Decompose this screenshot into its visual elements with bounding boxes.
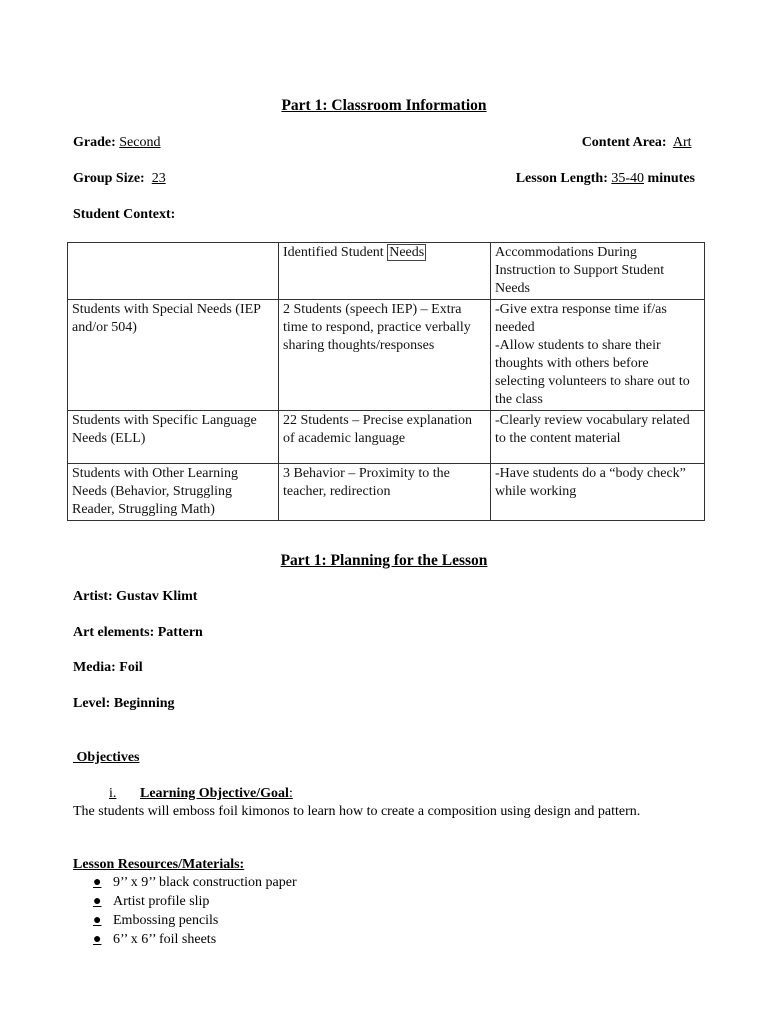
row-group-cell: Students with Other Learning Needs (Behavior, Struggling Reader, Struggling Math) — [68, 464, 279, 521]
level-line: Level: Beginning — [73, 696, 175, 711]
accommodation-line: -Give extra response time if/as needed — [495, 302, 667, 335]
lesson-length-unit: minutes — [647, 171, 695, 186]
row-group-cell: Students with Specific Language Needs (ELL) — [68, 411, 279, 464]
row-accommodations-cell — [491, 464, 705, 521]
content-area-label: Content Area: — [581, 135, 667, 150]
row-needs-cell: 3 Behavior – Proximity to the teacher, redirection — [279, 464, 491, 521]
objectives-label: Objectives — [76, 750, 140, 765]
grade-value: Second — [119, 135, 161, 150]
lesson-length-label: Lesson Length: — [515, 171, 608, 186]
content-area-value: Art — [672, 135, 692, 150]
student-context-table — [67, 242, 705, 521]
table-row — [68, 411, 705, 464]
lesson-length — [516, 170, 695, 188]
bullet-icon: ● — [93, 932, 102, 947]
part1-planning-title: Part 1: Planning for the Lesson — [280, 552, 488, 569]
table-row — [68, 464, 705, 521]
row-accommodations-cell — [491, 411, 705, 464]
list-item — [93, 931, 593, 950]
resource-text: Artist profile slip — [113, 894, 210, 909]
table-header-row — [68, 243, 705, 300]
objective-text: The students will emboss foil kimonos to learn how to create a composition using design and pattern. — [73, 804, 641, 819]
bullet-icon: ● — [93, 913, 102, 928]
grade-row — [73, 134, 695, 152]
list-item — [93, 912, 593, 931]
resource-text: Embossing pencils — [113, 913, 219, 928]
group-size-value: 23 — [151, 171, 166, 186]
art-elements-line: Art elements: Pattern — [73, 625, 203, 640]
media-line: Media: Foil — [73, 660, 143, 675]
resources-heading: Lesson Resources/Materials: — [73, 857, 245, 872]
objective-label: Learning Objective/Goal — [140, 786, 289, 801]
list-item — [93, 893, 593, 912]
learning-objective-heading — [109, 785, 293, 803]
student-context-label: Student Context: — [73, 207, 176, 222]
accommodation-line: -Have students do a “body check” while working — [495, 466, 686, 499]
artist-line: Artist: Gustav Klimt — [73, 589, 198, 604]
row-group-cell: Students with Special Needs (IEP and/or 504) — [68, 300, 279, 411]
grade-label: Grade: — [73, 135, 116, 150]
header-cell-empty — [68, 243, 279, 300]
header-needs-text: Identified Student — [283, 245, 388, 260]
objective-numeral: i. — [109, 786, 117, 801]
bullet-icon: ● — [93, 894, 102, 909]
group-size-label: Group Size: — [73, 171, 145, 186]
accommodation-line: -Clearly review vocabulary related to the content material — [495, 413, 690, 446]
resource-text: 9’’ x 9’’ black construction paper — [113, 875, 297, 890]
objective-colon: : — [288, 786, 293, 801]
header-cell-accommodations: Accommodations During Instruction to Support Student Needs — [491, 243, 705, 300]
part1-classroom-title: Part 1: Classroom Information — [281, 97, 487, 114]
content-area — [582, 134, 695, 152]
objectives-heading — [73, 749, 139, 767]
row-needs-cell: 2 Students (speech IEP) – Extra time to respond, practice verbally sharing thoughts/responses — [279, 300, 491, 411]
resource-text: 6’’ x 6’’ foil sheets — [113, 932, 217, 947]
header-needs-boxed-word: Needs — [389, 245, 425, 260]
table-row — [68, 300, 705, 411]
group-size-row — [73, 170, 695, 188]
resources-list — [93, 874, 593, 950]
header-cell-needs — [279, 243, 491, 300]
bullet-icon: ● — [93, 875, 102, 890]
row-needs-cell: 22 Students – Precise explanation of academic language — [279, 411, 491, 464]
list-item — [93, 874, 593, 893]
accommodation-line: -Allow students to share their thoughts with others before selecting volunteers to share out to the class — [495, 338, 690, 407]
lesson-length-value: 35-40 — [611, 171, 645, 186]
row-accommodations-cell — [491, 300, 705, 411]
